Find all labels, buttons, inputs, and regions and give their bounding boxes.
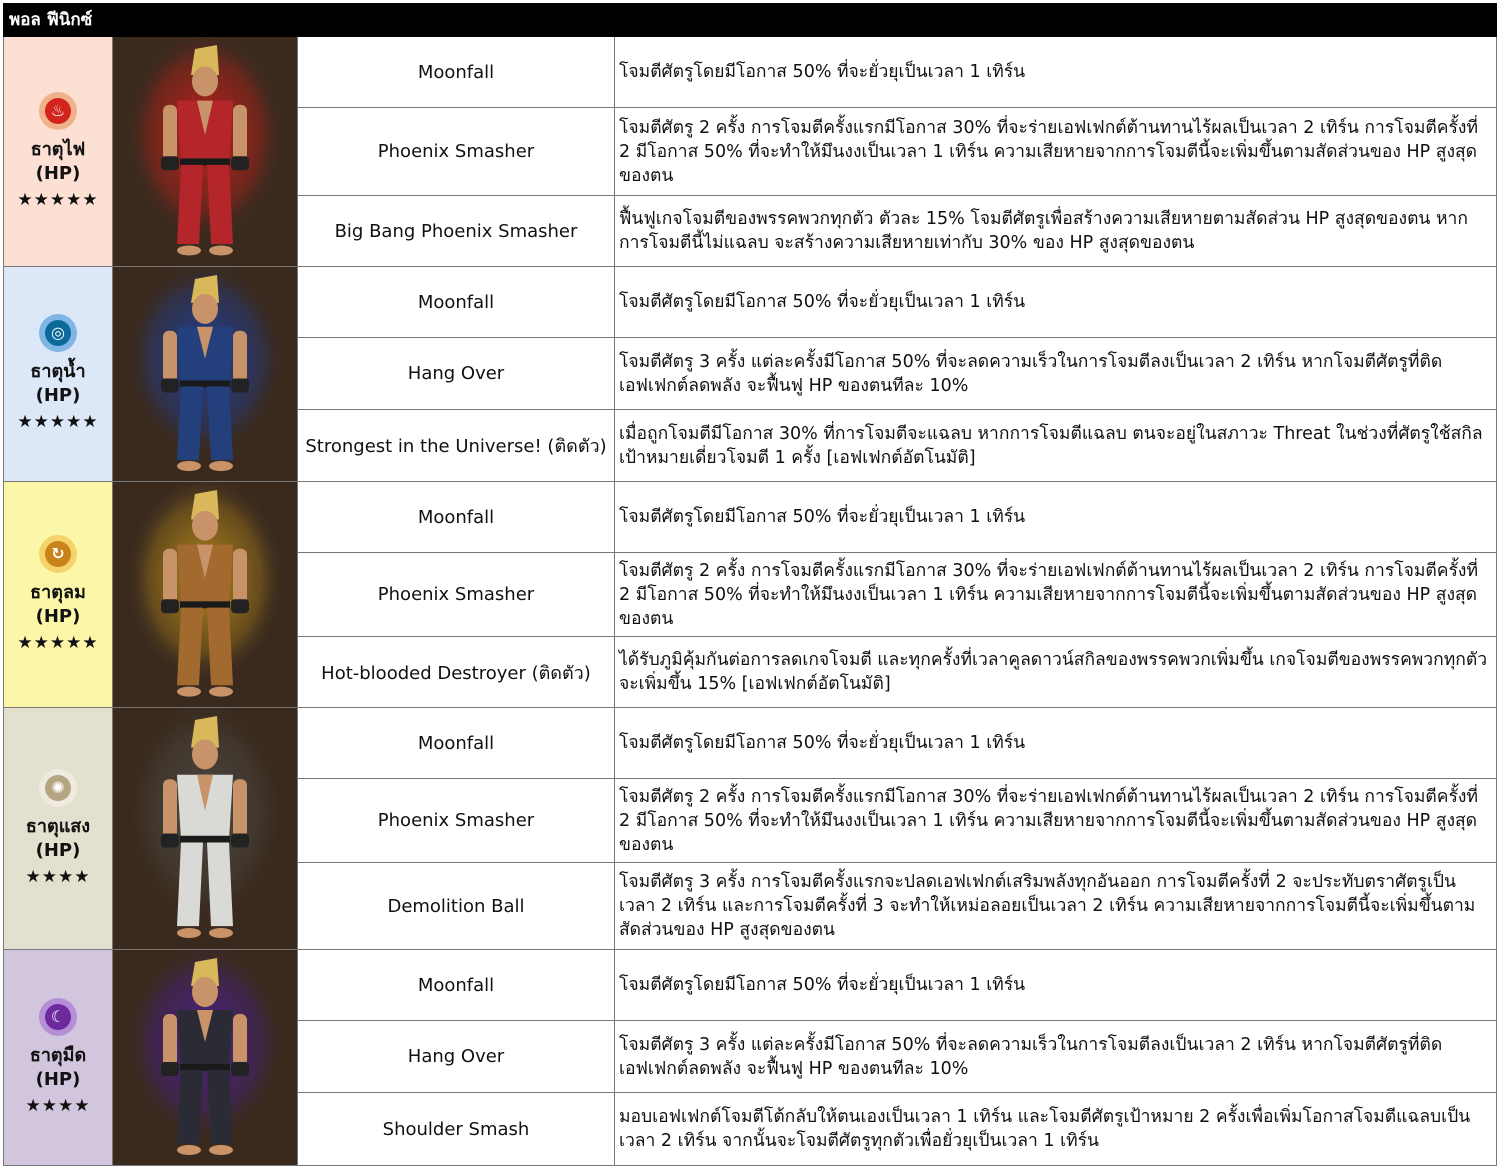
skill-description — [615, 950, 1497, 1020]
skill-row — [297, 950, 1497, 1021]
skill-name: Shoulder Smash — [297, 1093, 615, 1165]
skill-name: Moonfall — [297, 267, 615, 337]
skill-list — [297, 267, 1497, 482]
skill-description — [615, 267, 1497, 337]
skill-row — [297, 410, 1497, 482]
element-cell — [3, 267, 113, 482]
element-name: ธาตุไฟ — [30, 138, 86, 160]
wind-icon: ↻ — [39, 535, 77, 573]
page-title: พอล ฟีนิกซ์ — [3, 3, 1497, 37]
element-cell — [3, 37, 113, 267]
element-stat: (HP) — [35, 162, 81, 184]
skill-description — [615, 410, 1497, 481]
fire-icon: ♨ — [39, 92, 77, 130]
skill-description — [615, 37, 1497, 107]
element-group — [3, 482, 1497, 708]
star-rating: ★★★★ — [25, 1095, 91, 1116]
skill-description-text: โจมตีศัตรู 3 ครั้ง แต่ละครั้งมีโอกาส 50% ที่จะลดความเร็วในการโจมตีลงเป็นเวลา 2 เทิร์น หากโจมตีศัตรูที่ติดเอฟเฟกต์ลดพลัง จะฟื้นฟู HP ของตนทีละ 10% — [619, 351, 1443, 396]
skill-description-text: ได้รับภูมิคุ้มกันต่อการลดเกจโจมตี และทุกครั้งที่เวลาคูลดาวน์สกิลของพรรคพวกเพิ่มขึ้น เกจโจมตีของพรรคพวกทุกตัวจะเพิ่มขึ้น 15% [เอฟเฟกต์อัตโนมัติ] — [619, 650, 1488, 694]
skill-row — [297, 1093, 1497, 1166]
light-icon: ✺ — [39, 769, 77, 807]
skill-name: Hot-blooded Destroyer (ติดตัว) — [297, 637, 615, 707]
skill-row — [297, 1021, 1497, 1093]
skill-description-text: โจมตีศัตรู 2 ครั้ง การโจมตีครั้งแรกมีโอกาส 30% ที่จะร่ายเอฟเฟกต์ต้านทานไร้ผลเป็นเวลา 2 เทิร์น การโจมตีครั้งที่ 2 มีโอกาส 50% ที่จะทำให้มึนงงเป็นเวลา 1 เทิร์น ความเสียหายจากการโจมตีนี้จะเพิ่มขึ้นตามสัดส่วนของ HP สูงสุดของตน — [619, 560, 1478, 629]
element-stat: (HP) — [35, 385, 81, 406]
fighter-figure — [113, 37, 297, 267]
skill-name: Moonfall — [297, 482, 615, 552]
character-portrait — [113, 950, 297, 1166]
element-stat: (HP) — [35, 1068, 81, 1090]
fighter-figure — [113, 950, 297, 1166]
element-group — [3, 950, 1497, 1166]
element-group — [3, 37, 1497, 267]
skill-name: Strongest in the Universe! (ติดตัว) — [297, 410, 615, 481]
skill-description-text: ฟื้นฟูเกจโจมตีของพรรคพวกทุกตัว ตัวละ 15% โจมตีศัตรูเพื่อสร้างความเสียหายตามสัดส่วน HP สูงสุดของตน หากการโจมตีนี้ไม่แฉลบ จะสร้างความเสียหายเท่ากับ 30% ของ HP สูงสุดของตน — [619, 209, 1468, 253]
fighter-figure — [113, 267, 297, 482]
star-rating: ★★★★ — [25, 866, 91, 887]
skill-name: Moonfall — [297, 37, 615, 107]
skill-row — [297, 779, 1497, 863]
skill-name: Moonfall — [297, 950, 615, 1020]
skill-table-page — [3, 3, 1497, 1166]
skill-description — [615, 863, 1497, 949]
element-name: ธาตุแสง — [25, 815, 91, 837]
skill-description-text: โจมตีศัตรูโดยมีโอกาส 50% ที่จะยั่วยุเป็นเวลา 1 เทิร์น — [619, 507, 1026, 527]
element-group — [3, 708, 1497, 950]
skill-row — [297, 196, 1497, 267]
character-portrait — [113, 708, 297, 950]
skill-description — [615, 338, 1497, 409]
skill-description — [615, 196, 1497, 266]
character-portrait — [113, 37, 297, 267]
star-rating: ★★★★★ — [17, 189, 99, 210]
skill-description — [615, 1021, 1497, 1092]
skill-description-text: โจมตีศัตรูโดยมีโอกาส 50% ที่จะยั่วยุเป็นเวลา 1 เทิร์น — [619, 733, 1026, 753]
element-name: ธาตุน้ำ — [30, 361, 86, 382]
skill-list — [297, 37, 1497, 267]
element-stat: (HP) — [35, 839, 81, 861]
skill-name: Moonfall — [297, 708, 615, 778]
element-cell — [3, 708, 113, 950]
skill-name: Demolition Ball — [297, 863, 615, 949]
skill-row — [297, 482, 1497, 553]
skill-row — [297, 553, 1497, 637]
skill-description — [615, 708, 1497, 778]
skill-row — [297, 863, 1497, 950]
skill-row — [297, 338, 1497, 410]
element-stat: (HP) — [35, 605, 81, 627]
skill-description-text: โจมตีศัตรูโดยมีโอกาส 50% ที่จะยั่วยุเป็นเวลา 1 เทิร์น — [619, 62, 1026, 82]
element-name: ธาตุมืด — [29, 1044, 87, 1066]
skill-list — [297, 708, 1497, 950]
skill-description-text: โจมตีศัตรู 2 ครั้ง การโจมตีครั้งแรกมีโอกาส 30% ที่จะร่ายเอฟเฟกต์ต้านทานไร้ผลเป็นเวลา 2 เทิร์น การโจมตีครั้งที่ 2 มีโอกาส 50% ที่จะทำให้มึนงงเป็นเวลา 1 เทิร์น ความเสียหายจากการโจมตีนี้จะเพิ่มขึ้นตามสัดส่วนของ HP สูงสุดของตน — [619, 786, 1478, 855]
skill-name: Phoenix Smasher — [297, 553, 615, 636]
skill-list — [297, 482, 1497, 708]
skill-description — [615, 637, 1497, 707]
skill-description-text: มอบเอฟเฟกต์โจมตีโต้กลับให้ตนเองเป็นเวลา 1 เทิร์น และโจมตีศัตรูเป้าหมาย 2 ครั้งเพื่อเพิ่มโอกาสโจมตีแฉลบเป็นเวลา 2 เทิร์น จากนั้นจะโจมตีศัตรูทุกตัวเพื่อยั่วยุเป็นเวลา 1 เทิร์น — [619, 1107, 1471, 1151]
skill-description — [615, 108, 1497, 195]
element-cell — [3, 950, 113, 1166]
star-rating: ★★★★★ — [17, 412, 99, 432]
skill-description-text: โจมตีศัตรูโดยมีโอกาส 50% ที่จะยั่วยุเป็นเวลา 1 เทิร์น — [619, 975, 1026, 995]
element-group — [3, 267, 1497, 482]
element-cell — [3, 482, 113, 708]
water-icon: ◎ — [39, 314, 77, 352]
skill-description — [615, 482, 1497, 552]
skill-row — [297, 108, 1497, 196]
skill-description — [615, 553, 1497, 636]
dark-icon: ☾ — [39, 998, 77, 1036]
fighter-figure — [113, 482, 297, 708]
character-portrait — [113, 482, 297, 708]
skill-name: Hang Over — [297, 338, 615, 409]
skill-row — [297, 637, 1497, 708]
fighter-figure — [113, 708, 297, 950]
skill-description — [615, 1093, 1497, 1165]
skill-name: Hang Over — [297, 1021, 615, 1092]
skill-list — [297, 950, 1497, 1166]
skill-description-text: โจมตีศัตรู 3 ครั้ง แต่ละครั้งมีโอกาส 50% ที่จะลดความเร็วในการโจมตีลงเป็นเวลา 2 เทิร์น หากโจมตีศัตรูที่ติดเอฟเฟกต์ลดพลัง จะฟื้นฟู HP ของตนทีละ 10% — [619, 1034, 1443, 1079]
skill-description-text: เมื่อถูกโจมตีมีโอกาส 30% ที่การโจมตีจะแฉลบ หากการโจมตีแฉลบ ตนจะอยู่ในสภาวะ Threat ในช่วงที่ศัตรูใช้สกิลเป้าหมายเดี่ยวโจมตี 1 ครั้ง [เอฟเฟกต์อัตโนมัติ] — [619, 423, 1483, 468]
skill-name: Phoenix Smasher — [297, 108, 615, 195]
star-rating: ★★★★★ — [17, 632, 99, 653]
skill-name: Phoenix Smasher — [297, 779, 615, 862]
skill-description — [615, 779, 1497, 862]
skill-row — [297, 37, 1497, 108]
skill-description-text: โจมตีศัตรู 3 ครั้ง การโจมตีครั้งแรกจะปลดเอฟเฟกต์เสริมพลังทุกอันออก การโจมตีครั้งที่ 2 จะประทับตราศัตรูเป็นเวลา 2 เทิร์น และการโจมตีครั้งที่ 3 จะทำให้เหม่อลอยเป็นเวลา 2 เทิร์น ความเสียหายจากการโจมตีนี้จะเพิ่มขึ้นตามสัดส่วนของ HP สูงสุดของตน — [619, 872, 1476, 940]
skill-row — [297, 267, 1497, 338]
skill-row — [297, 708, 1497, 779]
skill-description-text: โจมตีศัตรู 2 ครั้ง การโจมตีครั้งแรกมีโอกาส 30% ที่จะร่ายเอฟเฟกต์ต้านทานไร้ผลเป็นเวลา 2 เทิร์น การโจมตีครั้งที่ 2 มีโอกาส 50% ที่จะทำให้มึนงงเป็นเวลา 1 เทิร์น ความเสียหายจากการโจมตีนี้จะเพิ่มขึ้นตามสัดส่วนของ HP สูงสุดของตน — [619, 117, 1478, 186]
skill-name: Big Bang Phoenix Smasher — [297, 196, 615, 266]
element-name: ธาตุลม — [30, 581, 86, 603]
skill-description-text: โจมตีศัตรูโดยมีโอกาส 50% ที่จะยั่วยุเป็นเวลา 1 เทิร์น — [619, 292, 1026, 312]
character-portrait — [113, 267, 297, 482]
